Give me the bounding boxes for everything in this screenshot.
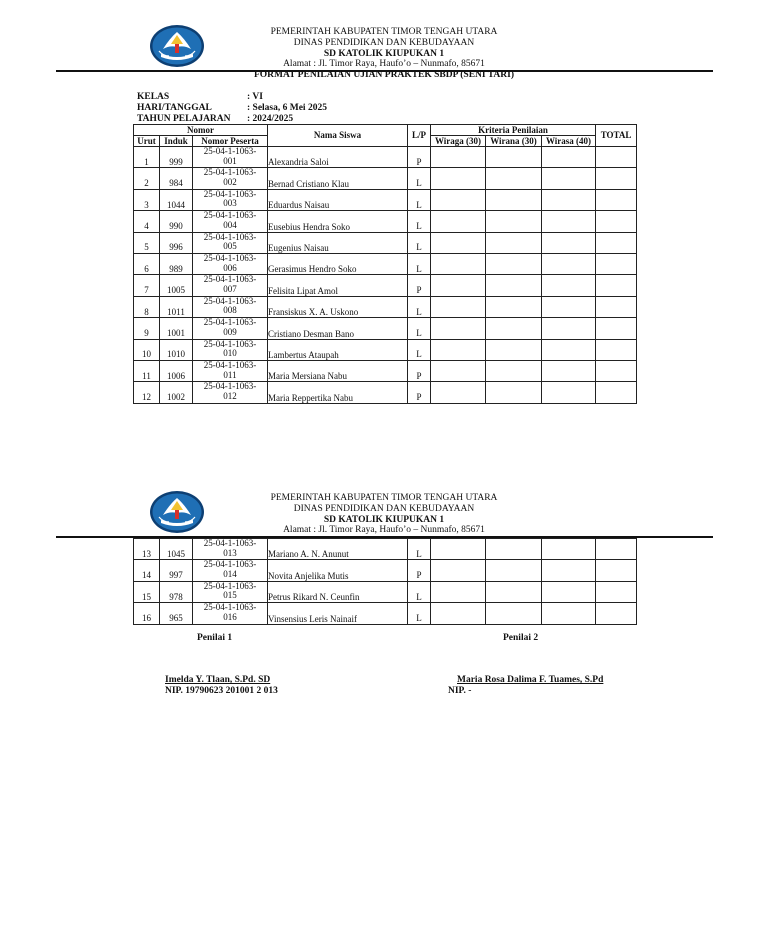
kelas-label: KELAS (137, 92, 170, 102)
cell-nomor-peserta (193, 603, 268, 624)
cell-total[interactable] (596, 296, 637, 317)
nomor-peserta-line1: 25-04-1-1063- (203, 296, 257, 306)
cell-total[interactable] (596, 168, 637, 189)
cell-nomor-peserta (193, 211, 268, 232)
cell-wiraga[interactable] (431, 168, 486, 189)
header-nomor: Nomor (134, 125, 268, 136)
cell-lp: P (408, 382, 431, 403)
cell-nomor-peserta (193, 318, 268, 339)
cell-total[interactable] (596, 382, 637, 403)
cell-wirasa[interactable] (542, 382, 596, 403)
nomor-peserta-line1: 25-04-1-1063- (203, 274, 257, 285)
cell-wirasa[interactable] (542, 253, 596, 274)
cell-wiraga[interactable] (431, 581, 486, 602)
table-row (134, 581, 637, 602)
cell-total[interactable] (596, 147, 637, 168)
table-body-page1 (134, 147, 637, 404)
penilai-1-name: Imelda Y. Tlaan, S.Pd. SD (165, 675, 271, 685)
cell-lp: L (408, 296, 431, 317)
cell-urut: 4 (134, 211, 160, 232)
header-government: PEMERINTAH KABUPATEN TIMOR TENGAH UTARA (270, 493, 498, 503)
cell-wirana[interactable] (486, 560, 542, 581)
tahun-pelajaran-value: : 2024/2025 (247, 114, 294, 124)
cell-nomor-peserta (193, 232, 268, 253)
cell-wirana[interactable] (486, 360, 542, 381)
cell-induk: 1010 (160, 339, 193, 360)
cell-nomor-peserta (193, 296, 268, 317)
cell-nama-siswa: Mariano A. N. Anunut (268, 539, 408, 560)
cell-wiraga[interactable] (431, 339, 486, 360)
cell-lp: L (408, 253, 431, 274)
header-nama-siswa: Nama Siswa (268, 125, 408, 147)
cell-total[interactable] (596, 581, 637, 602)
cell-total[interactable] (596, 318, 637, 339)
cell-wiraga[interactable] (431, 189, 486, 210)
cell-nama-siswa: Cristiano Desman Bano (268, 318, 408, 339)
cell-lp: L (408, 189, 431, 210)
cell-urut: 3 (134, 189, 160, 210)
table-row (134, 232, 637, 253)
hari-tanggal-label: HARI/TANGGAL (137, 103, 212, 113)
nomor-peserta-line1: 25-04-1-1063- (203, 167, 257, 178)
nomor-peserta-line2: 005 (223, 241, 237, 252)
cell-wirasa[interactable] (542, 211, 596, 232)
score-table-page1 (133, 124, 637, 404)
table-row (134, 360, 637, 381)
nomor-peserta-line1: 25-04-1-1063- (203, 559, 257, 570)
header-school: SD KATOLIK KIUPUKAN 1 (323, 48, 445, 59)
cell-induk: 1044 (160, 189, 193, 210)
cell-induk: 1001 (160, 318, 193, 339)
cell-nama-siswa: Gerasimus Hendro Soko (268, 253, 408, 274)
header-address: Alamat : Jl. Timor Raya, Haufo’o – Nunmafo, 85671 (283, 59, 485, 70)
cell-wirana[interactable] (486, 253, 542, 274)
cell-urut: 16 (134, 603, 160, 624)
nomor-peserta-line1: 25-04-1-1063- (203, 189, 257, 199)
cell-wirana[interactable] (486, 382, 542, 403)
cell-induk: 990 (160, 211, 193, 232)
cell-lp: L (408, 539, 431, 560)
cell-induk: 1045 (160, 539, 193, 560)
header-urut: Urut (134, 136, 160, 147)
cell-total[interactable] (596, 603, 637, 624)
header-lp: L/P (408, 125, 431, 147)
cell-nomor-peserta (193, 560, 268, 581)
cell-induk: 978 (160, 581, 193, 602)
cell-wiraga[interactable] (431, 382, 486, 403)
tahun-pelajaran-label: TAHUN PELAJARAN (137, 114, 231, 124)
cell-urut: 13 (134, 539, 160, 560)
penilai-2-label: Penilai 2 (503, 633, 539, 643)
nomor-peserta-line2: 014 (223, 568, 237, 579)
cell-wirana[interactable] (486, 211, 542, 232)
cell-wiraga[interactable] (431, 603, 486, 624)
nomor-peserta-line1: 25-04-1-1063- (203, 146, 257, 156)
cell-wirana[interactable] (486, 232, 542, 253)
cell-wirasa[interactable] (542, 275, 596, 296)
nomor-peserta-line1: 25-04-1-1063- (203, 210, 257, 221)
cell-lp: L (408, 603, 431, 624)
nomor-peserta-line2: 007 (223, 283, 237, 294)
cell-induk: 984 (160, 168, 193, 189)
cell-nama-siswa: Petrus Rikard N. Ceunfin (268, 581, 408, 602)
cell-nomor-peserta (193, 275, 268, 296)
cell-wirana[interactable] (486, 168, 542, 189)
score-table-page2 (133, 538, 637, 625)
cell-lp: L (408, 318, 431, 339)
header-text-block (200, 27, 568, 70)
nomor-peserta-line2: 001 (223, 155, 237, 166)
nomor-peserta-line2: 013 (223, 547, 237, 558)
cell-wiraga[interactable] (431, 253, 486, 274)
header-department: DINAS PENDIDIKAN DAN KEBUDAYAAN (293, 37, 475, 48)
cell-wiraga[interactable] (431, 147, 486, 168)
cell-wirasa[interactable] (542, 232, 596, 253)
cell-wirana[interactable] (486, 581, 542, 602)
cell-lp: L (408, 581, 431, 602)
nomor-peserta-line2: 004 (223, 219, 237, 230)
cell-urut: 15 (134, 581, 160, 602)
cell-induk: 997 (160, 560, 193, 581)
cell-induk: 989 (160, 253, 193, 274)
cell-induk: 996 (160, 232, 193, 253)
cell-total[interactable] (596, 560, 637, 581)
cell-urut: 9 (134, 318, 160, 339)
nomor-peserta-line2: 002 (223, 176, 237, 187)
cell-urut: 10 (134, 339, 160, 360)
cell-wirasa[interactable] (542, 560, 596, 581)
cell-nama-siswa: Maria Reppertika Nabu (268, 382, 408, 403)
cell-lp: P (408, 360, 431, 381)
cell-nama-siswa: Alexandria Saloi (268, 147, 408, 168)
cell-nomor-peserta (193, 360, 268, 381)
header-kriteria-penilaian: Kriteria Penilaian (431, 125, 596, 136)
cell-wirana[interactable] (486, 318, 542, 339)
cell-nama-siswa: Novita Anjelika Mutis (268, 560, 408, 581)
cell-total[interactable] (596, 275, 637, 296)
header-wirasa: Wirasa (40) (542, 136, 596, 147)
cell-wiraga[interactable] (431, 318, 486, 339)
cell-lp: L (408, 339, 431, 360)
nomor-peserta-line1: 25-04-1-1063- (203, 581, 257, 591)
table-row (134, 296, 637, 317)
header-government: PEMERINTAH KABUPATEN TIMOR TENGAH UTARA (270, 27, 498, 37)
cell-induk: 999 (160, 147, 193, 168)
nomor-peserta-line2: 016 (223, 611, 237, 622)
cell-wiraga[interactable] (431, 211, 486, 232)
cell-wirasa[interactable] (542, 539, 596, 560)
cell-nama-siswa: Bernad Cristiano Klau (268, 168, 408, 189)
cell-urut: 2 (134, 168, 160, 189)
cell-wirasa[interactable] (542, 339, 596, 360)
cell-induk: 1002 (160, 382, 193, 403)
penilai-1-signature (165, 675, 278, 697)
header-total: TOTAL (596, 125, 637, 147)
cell-wiraga[interactable] (431, 275, 486, 296)
table-row (134, 168, 637, 189)
cell-lp: L (408, 232, 431, 253)
cell-wiraga[interactable] (431, 232, 486, 253)
cell-wirasa[interactable] (542, 296, 596, 317)
cell-nomor-peserta (193, 189, 268, 210)
cell-total[interactable] (596, 360, 637, 381)
cell-nomor-peserta (193, 382, 268, 403)
header-address: Alamat : Jl. Timor Raya, Haufo’o – Nunmafo, 85671 (283, 525, 485, 536)
cell-wiraga[interactable] (431, 560, 486, 581)
table-row (134, 539, 637, 560)
cell-nomor-peserta (193, 253, 268, 274)
cell-induk: 1005 (160, 275, 193, 296)
cell-urut: 12 (134, 382, 160, 403)
cell-urut: 11 (134, 360, 160, 381)
cell-total[interactable] (596, 189, 637, 210)
nomor-peserta-line1: 25-04-1-1063- (203, 317, 257, 328)
cell-nama-siswa: Fransiskus X. A. Uskono (268, 296, 408, 317)
cell-urut: 5 (134, 232, 160, 253)
cell-nama-siswa: Eduardus Naisau (268, 189, 408, 210)
cell-total[interactable] (596, 339, 637, 360)
cell-nomor-peserta (193, 339, 268, 360)
cell-induk: 1006 (160, 360, 193, 381)
table-body-page2 (134, 539, 637, 625)
cell-wirana[interactable] (486, 539, 542, 560)
cell-nama-siswa: Vinsensius Leris Nainaif (268, 603, 408, 624)
nomor-peserta-line2: 012 (223, 390, 237, 401)
header-nomor-peserta: Nomor Peserta (193, 136, 268, 147)
hari-tanggal-value: : Selasa, 6 Mei 2025 (247, 103, 327, 113)
cell-urut: 14 (134, 560, 160, 581)
cell-wirasa[interactable] (542, 603, 596, 624)
cell-urut: 7 (134, 275, 160, 296)
cell-induk: 965 (160, 603, 193, 624)
cell-lp: P (408, 147, 431, 168)
cell-lp: L (408, 168, 431, 189)
cell-total[interactable] (596, 232, 637, 253)
cell-total[interactable] (596, 211, 637, 232)
nomor-peserta-line2: 006 (223, 262, 237, 273)
cell-urut: 1 (134, 147, 160, 168)
cell-lp: L (408, 211, 431, 232)
header-department: DINAS PENDIDIKAN DAN KEBUDAYAAN (293, 503, 475, 514)
nomor-peserta-line2: 010 (223, 348, 237, 359)
nomor-peserta-line2: 008 (223, 305, 237, 316)
cell-nama-siswa: Maria Mersiana Nabu (268, 360, 408, 381)
table-row (134, 189, 637, 210)
cell-wirana[interactable] (486, 603, 542, 624)
cell-wirasa[interactable] (542, 318, 596, 339)
cell-wirana[interactable] (486, 147, 542, 168)
cell-induk: 1011 (160, 296, 193, 317)
cell-wirana[interactable] (486, 189, 542, 210)
cell-nama-siswa: Eusebius Hendra Soko (268, 211, 408, 232)
cell-nomor-peserta (193, 147, 268, 168)
tut-wuri-handayani-logo-icon (149, 489, 205, 535)
table-row (134, 211, 637, 232)
document-title: FORMAT PENILAIAN UJIAN PRAKTEK SBDP (SENI TARI) (253, 70, 515, 80)
cell-nomor-peserta (193, 168, 268, 189)
cell-urut: 8 (134, 296, 160, 317)
table-row (134, 253, 637, 274)
cell-nomor-peserta (193, 539, 268, 560)
header-school: SD KATOLIK KIUPUKAN 1 (323, 514, 445, 525)
cell-wirana[interactable] (486, 296, 542, 317)
cell-wirasa[interactable] (542, 147, 596, 168)
penilai-1-nip: NIP. 19790623 201001 2 013 (165, 686, 278, 696)
penilai-2-nip: NIP. - (448, 686, 472, 696)
header-text-block (200, 493, 568, 536)
cell-wirana[interactable] (486, 275, 542, 296)
cell-nama-siswa: Eugenius Naisau (268, 232, 408, 253)
cell-wiraga[interactable] (431, 539, 486, 560)
header-wirana: Wirana (30) (486, 136, 542, 147)
nomor-peserta-line1: 25-04-1-1063- (203, 232, 257, 242)
nomor-peserta-line1: 25-04-1-1063- (203, 602, 257, 613)
nomor-peserta-line1: 25-04-1-1063- (203, 538, 257, 548)
nomor-peserta-line2: 003 (223, 198, 237, 209)
nomor-peserta-line2: 015 (223, 590, 237, 601)
cell-wirana[interactable] (486, 339, 542, 360)
cell-wiraga[interactable] (431, 360, 486, 381)
cell-wiraga[interactable] (431, 296, 486, 317)
cell-nama-siswa: Lambertus Ataupah (268, 339, 408, 360)
table-row (134, 147, 637, 168)
cell-wirasa[interactable] (542, 168, 596, 189)
table-row (134, 603, 637, 624)
penilai-2-name: Maria Rosa Dalima F. Tuames, S.Pd (457, 675, 604, 685)
nomor-peserta-line1: 25-04-1-1063- (203, 339, 257, 349)
table-row (134, 382, 637, 403)
cell-nomor-peserta (193, 581, 268, 602)
table-row (134, 318, 637, 339)
cell-total[interactable] (596, 253, 637, 274)
table-row (134, 560, 637, 581)
header-induk: Induk (160, 136, 193, 147)
penilai-2-signature (448, 675, 603, 697)
nomor-peserta-line1: 25-04-1-1063- (203, 360, 257, 370)
table-row (134, 275, 637, 296)
tut-wuri-handayani-logo-icon (149, 23, 205, 69)
kelas-value: : VI (247, 92, 263, 102)
nomor-peserta-line1: 25-04-1-1063- (203, 381, 257, 392)
cell-lp: P (408, 560, 431, 581)
penilai-1-label: Penilai 1 (197, 633, 233, 643)
cell-total[interactable] (596, 539, 637, 560)
nomor-peserta-line2: 009 (223, 326, 237, 337)
cell-nama-siswa: Felisita Lipat Amol (268, 275, 408, 296)
cell-urut: 6 (134, 253, 160, 274)
nomor-peserta-line1: 25-04-1-1063- (203, 253, 257, 263)
nomor-peserta-line2: 011 (223, 369, 237, 380)
header-wiraga: Wiraga (30) (431, 136, 486, 147)
cell-wirasa[interactable] (542, 360, 596, 381)
cell-wirasa[interactable] (542, 189, 596, 210)
table-row (134, 339, 637, 360)
cell-wirasa[interactable] (542, 581, 596, 602)
cell-lp: P (408, 275, 431, 296)
